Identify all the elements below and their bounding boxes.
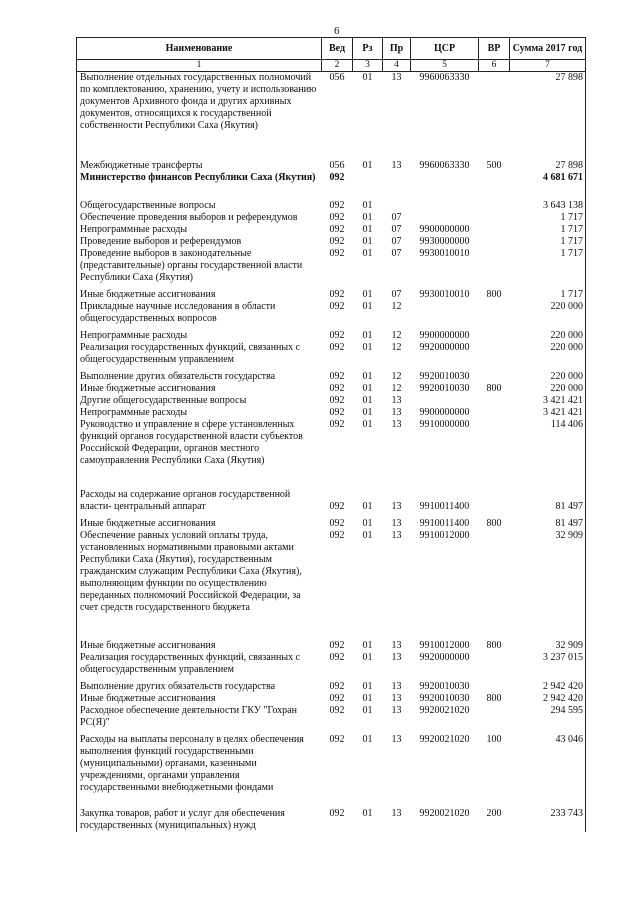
row-vr bbox=[479, 212, 510, 224]
row-sum: 1 717 bbox=[510, 248, 586, 284]
row-ved: 092 bbox=[329, 371, 345, 382]
row-rz: 01 bbox=[362, 371, 373, 382]
row-pr bbox=[383, 172, 411, 184]
row-sum: 32 909 bbox=[510, 640, 586, 652]
row-vr: 800 bbox=[486, 693, 502, 704]
row-sum: 220 000 bbox=[510, 330, 586, 342]
row-csr: 9920021020 bbox=[419, 734, 470, 745]
row-sum: 4 681 671 bbox=[510, 172, 586, 184]
row-vr: 800 bbox=[486, 640, 502, 651]
row-pr: 07 bbox=[391, 224, 402, 235]
row-csr: 9900000000 bbox=[419, 330, 470, 341]
row-rz: 01 bbox=[362, 530, 373, 541]
row-vr: 500 bbox=[486, 160, 502, 171]
row-pr: 13 bbox=[391, 808, 402, 819]
row-sum: 81 497 bbox=[510, 518, 586, 530]
row-ved: 092 bbox=[329, 734, 345, 745]
row-ved: 092 bbox=[329, 681, 345, 692]
row-ved: 092 bbox=[329, 518, 345, 529]
table-row bbox=[77, 407, 586, 419]
row-name: Общегосударственные вопросы bbox=[77, 200, 322, 212]
row-rz: 01 bbox=[362, 693, 373, 704]
row-csr: 9920010030 bbox=[419, 681, 470, 692]
row-ved: 056 bbox=[329, 160, 345, 171]
row-pr: 13 bbox=[391, 419, 402, 430]
row-rz: 01 bbox=[362, 330, 373, 341]
row-name: Руководство и управление в сфере установленных функций органов государственной власти субъектов Российской Федерации, органов местного самоуправления Республики Саха (Якутия) bbox=[77, 419, 322, 467]
row-ved: 092 bbox=[329, 419, 345, 430]
row-vr bbox=[479, 248, 510, 284]
row-sum: 3 643 138 bbox=[510, 200, 586, 212]
col-header-name: Наименование bbox=[77, 38, 322, 60]
row-ved: 092 bbox=[329, 212, 345, 223]
row-name: Межбюджетные трансферты bbox=[77, 160, 322, 172]
row-pr: 13 bbox=[391, 640, 402, 651]
col-number: 1 bbox=[77, 60, 322, 72]
row-name: Проведение выборов в законодательные (представительные) органы государственной власти Республики Саха (Якутия) bbox=[77, 248, 322, 284]
col-header-rz: Рз bbox=[353, 38, 383, 60]
row-vr bbox=[479, 301, 510, 325]
row-spacer bbox=[77, 184, 586, 200]
table-row bbox=[77, 200, 586, 212]
row-sum: 220 000 bbox=[510, 383, 586, 395]
row-name: Обеспечение равных условий оплаты труда, установленных нормативными правовыми актами Республики Саха (Якутия), государственным гражданским служащим Республики Саха (Якутия), выполняющим функции по осуществлению переданных полномочий Российской Федерации, за счет средств государственного бюджета bbox=[77, 530, 322, 614]
table-row bbox=[77, 172, 586, 184]
row-ved: 092 bbox=[329, 640, 345, 651]
col-number: 3 bbox=[353, 60, 383, 72]
table-body bbox=[77, 72, 586, 833]
row-vr bbox=[479, 236, 510, 248]
row-ved: 092 bbox=[329, 236, 345, 247]
row-name: Проведение выборов и референдумов bbox=[77, 236, 322, 248]
row-ved: 092 bbox=[329, 172, 345, 183]
row-rz: 01 bbox=[362, 640, 373, 651]
row-vr bbox=[479, 371, 510, 383]
table-row bbox=[77, 693, 586, 705]
row-name: Иные бюджетные ассигнования bbox=[77, 289, 322, 301]
budget-table bbox=[76, 37, 586, 832]
table-row bbox=[77, 330, 586, 342]
row-vr bbox=[479, 419, 510, 467]
col-number: 6 bbox=[479, 60, 510, 72]
row-pr: 13 bbox=[391, 681, 402, 692]
row-name: Выполнение других обязательств государства bbox=[77, 681, 322, 693]
row-vr bbox=[479, 72, 510, 133]
row-ved: 092 bbox=[329, 248, 345, 259]
row-name: Непрограммные расходы bbox=[77, 330, 322, 342]
table-row bbox=[77, 652, 586, 676]
table-row bbox=[77, 489, 586, 513]
col-number: 7 bbox=[510, 60, 586, 72]
row-name: Обеспечение проведения выборов и референдумов bbox=[77, 212, 322, 224]
row-vr: 100 bbox=[486, 734, 502, 745]
row-sum: 2 942 420 bbox=[510, 693, 586, 705]
row-csr bbox=[411, 395, 479, 407]
row-pr: 12 bbox=[391, 342, 402, 353]
row-vr: 800 bbox=[486, 289, 502, 300]
row-pr: 13 bbox=[391, 395, 402, 406]
row-ved: 092 bbox=[329, 530, 345, 541]
row-csr: 9920021020 bbox=[419, 808, 470, 819]
row-sum: 3 237 015 bbox=[510, 652, 586, 676]
row-name: Иные бюджетные ассигнования bbox=[77, 640, 322, 652]
table-row bbox=[77, 212, 586, 224]
row-csr: 9900000000 bbox=[419, 224, 470, 235]
col-number: 5 bbox=[411, 60, 479, 72]
row-vr bbox=[479, 705, 510, 729]
row-rz: 01 bbox=[362, 652, 373, 663]
row-name: Иные бюджетные ассигнования bbox=[77, 383, 322, 395]
row-sum: 220 000 bbox=[510, 342, 586, 366]
row-ved: 092 bbox=[329, 808, 345, 819]
row-name: Расходное обеспечение деятельности ГКУ "Гохран РС(Я)" bbox=[77, 705, 322, 729]
table-row bbox=[77, 236, 586, 248]
row-csr: 9900000000 bbox=[419, 407, 470, 418]
table-row bbox=[77, 160, 586, 172]
col-header-vr: ВР bbox=[479, 38, 510, 60]
row-vr bbox=[479, 395, 510, 407]
row-rz bbox=[353, 172, 383, 184]
row-name: Закупка товаров, работ и услуг для обеспечения государственных (муниципальных) нужд bbox=[77, 808, 322, 832]
row-pr: 12 bbox=[391, 371, 402, 382]
row-sum: 114 406 bbox=[510, 419, 586, 467]
row-name: Расходы на выплаты персоналу в целях обеспечения выполнения функций государственными (муниципальными) органами, казенными учреждениями, органами управления государственными внебюджетными фондами bbox=[77, 734, 322, 794]
row-pr: 13 bbox=[391, 734, 402, 745]
table-row bbox=[77, 734, 586, 794]
row-rz: 01 bbox=[362, 200, 373, 211]
col-header-sum: Сумма 2017 год bbox=[510, 38, 586, 60]
row-sum: 1 717 bbox=[510, 289, 586, 301]
row-rz: 01 bbox=[362, 212, 373, 223]
row-pr: 12 bbox=[391, 301, 402, 312]
row-vr: 200 bbox=[486, 808, 502, 819]
row-sum: 1 717 bbox=[510, 212, 586, 224]
row-rz: 01 bbox=[362, 301, 373, 312]
table-row bbox=[77, 301, 586, 325]
row-name: Прикладные научные исследования в области общегосударственных вопросов bbox=[77, 301, 322, 325]
row-ved: 092 bbox=[329, 330, 345, 341]
table-row bbox=[77, 342, 586, 366]
row-rz: 01 bbox=[362, 681, 373, 692]
col-header-ved: Вед bbox=[322, 38, 353, 60]
row-pr: 07 bbox=[391, 212, 402, 223]
row-ved: 092 bbox=[329, 342, 345, 353]
row-rz: 01 bbox=[362, 705, 373, 716]
row-csr: 9910011400 bbox=[419, 501, 470, 512]
header-row bbox=[77, 38, 586, 60]
row-vr: 800 bbox=[486, 383, 502, 394]
row-ved: 092 bbox=[329, 501, 345, 512]
row-csr: 9930000000 bbox=[419, 236, 470, 247]
table-row bbox=[77, 640, 586, 652]
row-name: Иные бюджетные ассигнования bbox=[77, 693, 322, 705]
table-row bbox=[77, 224, 586, 236]
row-rz: 01 bbox=[362, 72, 373, 83]
row-pr: 13 bbox=[391, 705, 402, 716]
row-rz: 01 bbox=[362, 224, 373, 235]
row-vr bbox=[479, 172, 510, 184]
row-csr: 9930010010 bbox=[419, 289, 470, 300]
row-sum: 233 743 bbox=[510, 808, 586, 832]
row-sum: 3 421 421 bbox=[510, 395, 586, 407]
page-number: 6 bbox=[334, 25, 340, 37]
row-vr bbox=[479, 224, 510, 236]
row-pr: 13 bbox=[391, 72, 402, 83]
table-row bbox=[77, 518, 586, 530]
row-csr: 9910012000 bbox=[419, 640, 470, 651]
row-csr: 9920021020 bbox=[419, 705, 470, 716]
row-rz: 01 bbox=[362, 289, 373, 300]
row-vr: 800 bbox=[486, 518, 502, 529]
row-name: Непрограммные расходы bbox=[77, 224, 322, 236]
row-csr: 9960063330 bbox=[419, 160, 470, 171]
row-pr: 13 bbox=[391, 501, 402, 512]
row-sum: 220 000 bbox=[510, 371, 586, 383]
row-csr: 9920010030 bbox=[419, 383, 470, 394]
row-sum: 1 717 bbox=[510, 224, 586, 236]
row-name: Министерство финансов Республики Саха (Якутия) bbox=[77, 172, 322, 184]
row-csr bbox=[411, 172, 479, 184]
table-row bbox=[77, 808, 586, 832]
row-vr bbox=[479, 200, 510, 212]
row-csr: 9910011400 bbox=[419, 518, 470, 529]
row-spacer bbox=[77, 132, 586, 160]
row-vr bbox=[479, 342, 510, 366]
table-row bbox=[77, 419, 586, 467]
row-sum: 220 000 bbox=[510, 301, 586, 325]
row-rz: 01 bbox=[362, 501, 373, 512]
table-row bbox=[77, 371, 586, 383]
row-ved: 092 bbox=[329, 200, 345, 211]
row-pr: 13 bbox=[391, 407, 402, 418]
col-header-csr: ЦСР bbox=[411, 38, 479, 60]
row-sum: 2 942 420 bbox=[510, 681, 586, 693]
row-vr bbox=[479, 489, 510, 513]
row-csr: 9920000000 bbox=[419, 342, 470, 353]
col-number: 4 bbox=[383, 60, 411, 72]
row-csr bbox=[411, 200, 479, 212]
row-ved: 092 bbox=[329, 705, 345, 716]
col-header-pr: Пр bbox=[383, 38, 411, 60]
row-rz: 01 bbox=[362, 808, 373, 819]
row-rz: 01 bbox=[362, 734, 373, 745]
row-csr: 9960063330 bbox=[419, 72, 470, 83]
row-spacer bbox=[77, 794, 586, 808]
row-sum: 81 497 bbox=[510, 489, 586, 513]
row-sum: 32 909 bbox=[510, 530, 586, 614]
row-rz: 01 bbox=[362, 419, 373, 430]
row-rz: 01 bbox=[362, 407, 373, 418]
row-ved: 092 bbox=[329, 693, 345, 704]
row-pr: 12 bbox=[391, 383, 402, 394]
row-csr: 9930010010 bbox=[419, 248, 470, 259]
row-sum: 3 421 421 bbox=[510, 407, 586, 419]
row-pr: 12 bbox=[391, 330, 402, 341]
row-ved: 092 bbox=[329, 289, 345, 300]
row-pr: 13 bbox=[391, 693, 402, 704]
row-name: Выполнение отдельных государственных полномочий по комплектованию, хранению, учету и использованию документов Архивного фонда и других архивных документов, относящихся к государственной собственности Республики Саха (Якутия) bbox=[77, 72, 322, 133]
row-spacer bbox=[77, 467, 586, 489]
row-csr: 9920010030 bbox=[419, 371, 470, 382]
row-name: Иные бюджетные ассигнования bbox=[77, 518, 322, 530]
row-ved: 092 bbox=[329, 224, 345, 235]
row-vr bbox=[479, 407, 510, 419]
row-sum: 43 046 bbox=[510, 734, 586, 794]
row-name: Реализация государственных функций, связанных с общегосударственным управлением bbox=[77, 342, 322, 366]
row-pr: 07 bbox=[391, 289, 402, 300]
table-row bbox=[77, 395, 586, 407]
row-pr: 07 bbox=[391, 248, 402, 259]
row-csr: 9920010030 bbox=[419, 693, 470, 704]
row-sum: 27 898 bbox=[510, 160, 586, 172]
row-rz: 01 bbox=[362, 248, 373, 259]
row-vr bbox=[479, 330, 510, 342]
row-csr bbox=[411, 212, 479, 224]
row-rz: 01 bbox=[362, 342, 373, 353]
row-pr bbox=[383, 200, 411, 212]
row-csr: 9910012000 bbox=[419, 530, 470, 541]
row-ved: 056 bbox=[329, 72, 345, 83]
row-rz: 01 bbox=[362, 518, 373, 529]
row-csr bbox=[411, 301, 479, 325]
row-spacer bbox=[77, 614, 586, 640]
row-pr: 13 bbox=[391, 652, 402, 663]
row-rz: 01 bbox=[362, 236, 373, 247]
row-ved: 092 bbox=[329, 407, 345, 418]
row-vr bbox=[479, 530, 510, 614]
row-pr: 13 bbox=[391, 160, 402, 171]
row-name: Выполнение других обязательств государства bbox=[77, 371, 322, 383]
row-sum: 27 898 bbox=[510, 72, 586, 133]
row-vr bbox=[479, 681, 510, 693]
row-ved: 092 bbox=[329, 383, 345, 394]
col-number: 2 bbox=[322, 60, 353, 72]
row-csr: 9910000000 bbox=[419, 419, 470, 430]
row-pr: 13 bbox=[391, 530, 402, 541]
row-ved: 092 bbox=[329, 301, 345, 312]
table-row bbox=[77, 289, 586, 301]
row-csr: 9920000000 bbox=[419, 652, 470, 663]
row-sum: 1 717 bbox=[510, 236, 586, 248]
row-rz: 01 bbox=[362, 160, 373, 171]
row-name: Реализация государственных функций, связанных с общегосударственным управлением bbox=[77, 652, 322, 676]
table-row bbox=[77, 530, 586, 614]
row-name: Непрограммные расходы bbox=[77, 407, 322, 419]
table-row bbox=[77, 705, 586, 729]
row-rz: 01 bbox=[362, 383, 373, 394]
table-row bbox=[77, 383, 586, 395]
row-pr: 13 bbox=[391, 518, 402, 529]
row-pr: 07 bbox=[391, 236, 402, 247]
column-number-row bbox=[77, 60, 586, 72]
table-row bbox=[77, 681, 586, 693]
row-ved: 092 bbox=[329, 395, 345, 406]
row-name: Другие общегосударственные вопросы bbox=[77, 395, 322, 407]
row-vr bbox=[479, 652, 510, 676]
row-sum: 294 595 bbox=[510, 705, 586, 729]
table-row bbox=[77, 248, 586, 284]
row-rz: 01 bbox=[362, 395, 373, 406]
table-row bbox=[77, 72, 586, 133]
row-name: Расходы на содержание органов государственной власти- центральный аппарат bbox=[77, 489, 322, 513]
row-ved: 092 bbox=[329, 652, 345, 663]
